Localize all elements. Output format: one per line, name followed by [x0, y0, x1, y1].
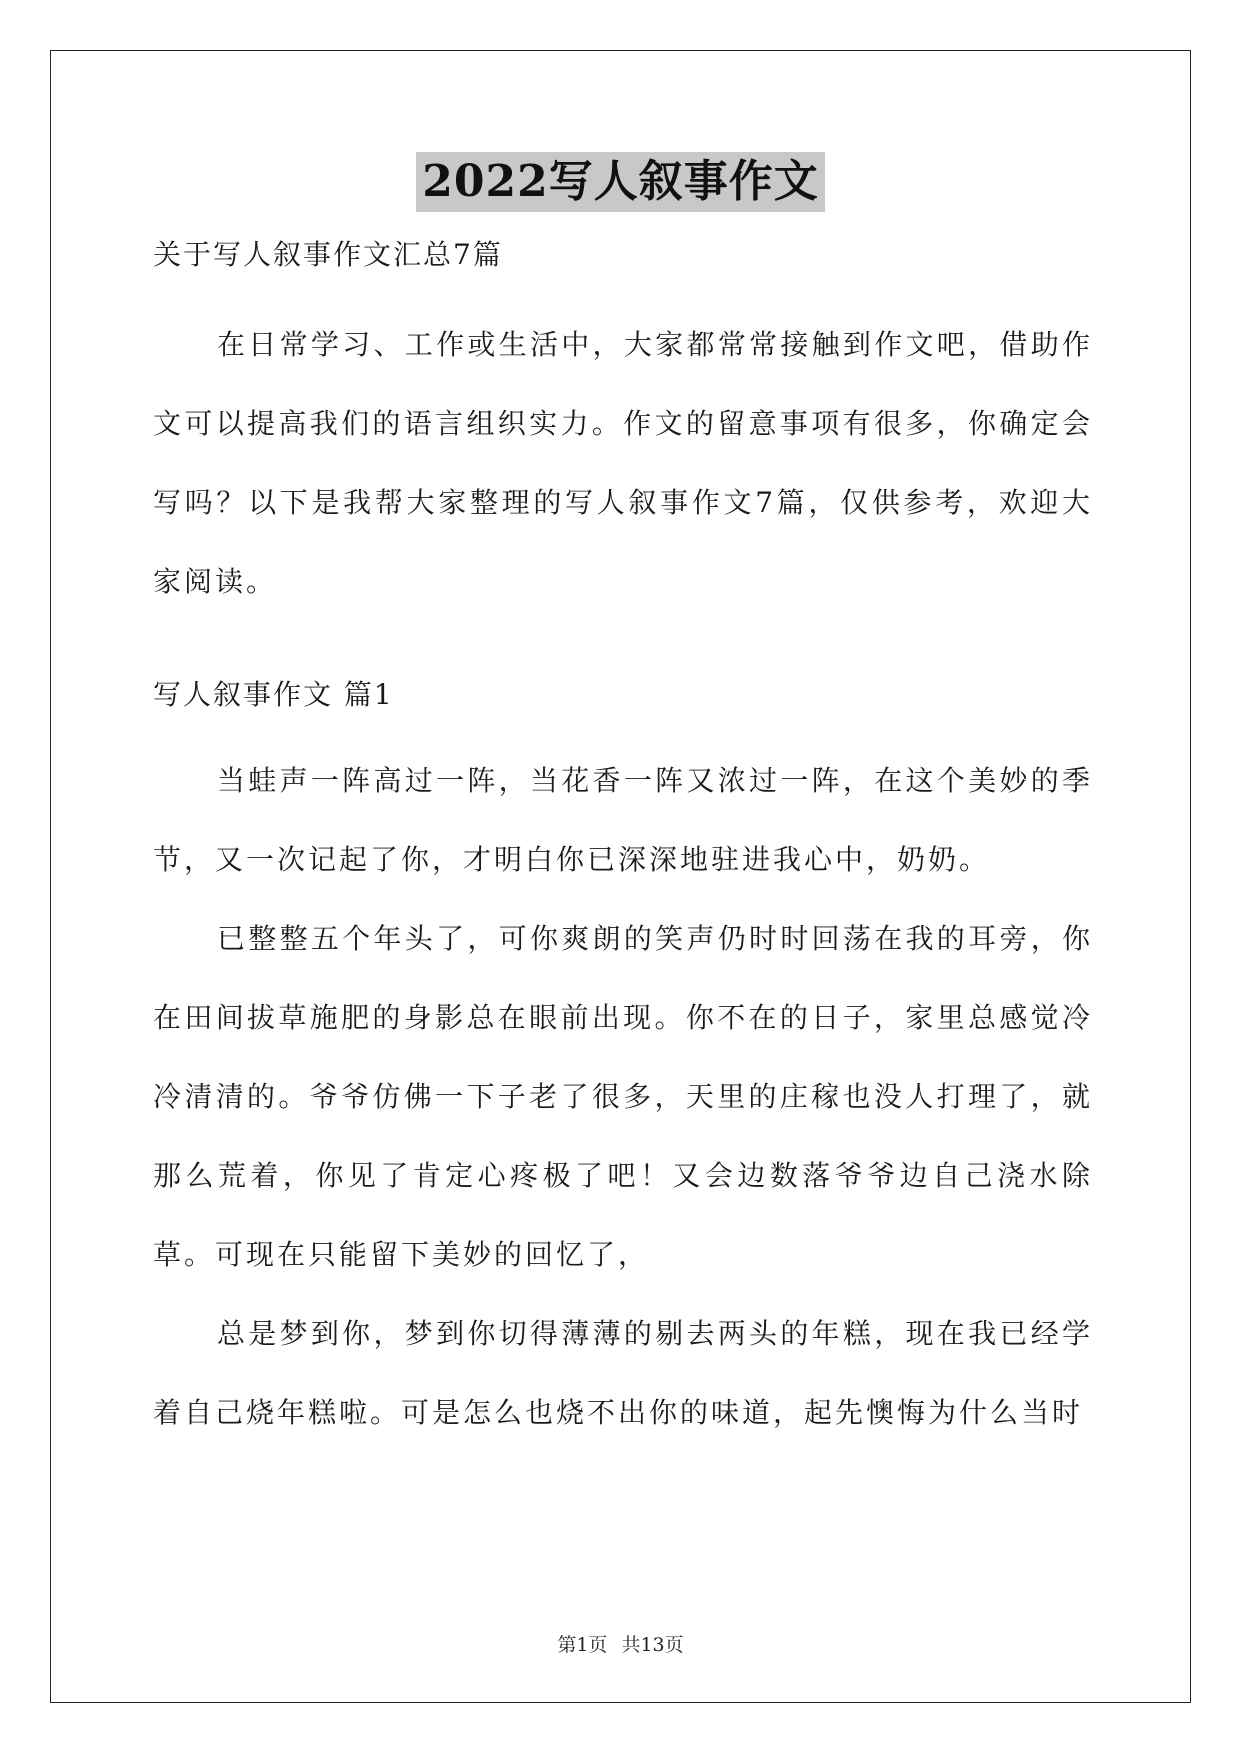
intro-paragraph: 在日常学习、工作或生活中，大家都常常接触到作文吧，借助作文可以提高我们的语言组织实力。作文的留意事项有很多，你确定会写吗？以下是我帮大家整理的写人叙事作文7篇，仅供参考，欢迎大家阅读。 — [153, 328, 1093, 598]
total-pages: 共13页 — [621, 1634, 684, 1656]
document-title: 2022写人叙事作文 — [416, 152, 824, 212]
page-number: 第1页 — [557, 1634, 608, 1656]
document-body — [153, 235, 1093, 1452]
section-heading: 写人叙事作文 篇1 — [153, 678, 394, 711]
body-paragraph-1: 当蛙声一阵高过一阵，当花香一阵又浓过一阵，在这个美妙的季节，又一次记起了你，才明白你已深深地驻进我心中，奶奶。 — [153, 764, 1093, 876]
page-footer — [0, 1630, 1241, 1657]
document-subtitle: 关于写人叙事作文汇总7篇 — [153, 238, 503, 271]
body-paragraph-2: 已整整五个年头了，可你爽朗的笑声仍时时回荡在我的耳旁，你在田间拔草施肥的身影总在眼前出现。你不在的日子，家里总感觉冷冷清清的。爷爷仿佛一下子老了很多，天里的庄稼也没人打理了，就那么荒着，你见了肯定心疼极了吧！又会边数落爷爷边自己浇水除草。可现在只能留下美妙的回忆了， — [153, 922, 1093, 1271]
title-container — [0, 152, 1241, 212]
body-paragraph-3: 总是梦到你，梦到你切得薄薄的剔去两头的年糕，现在我已经学着自己烧年糕啦。可是怎么也烧不出你的味道，起先懊悔为什么当时 — [153, 1317, 1093, 1429]
